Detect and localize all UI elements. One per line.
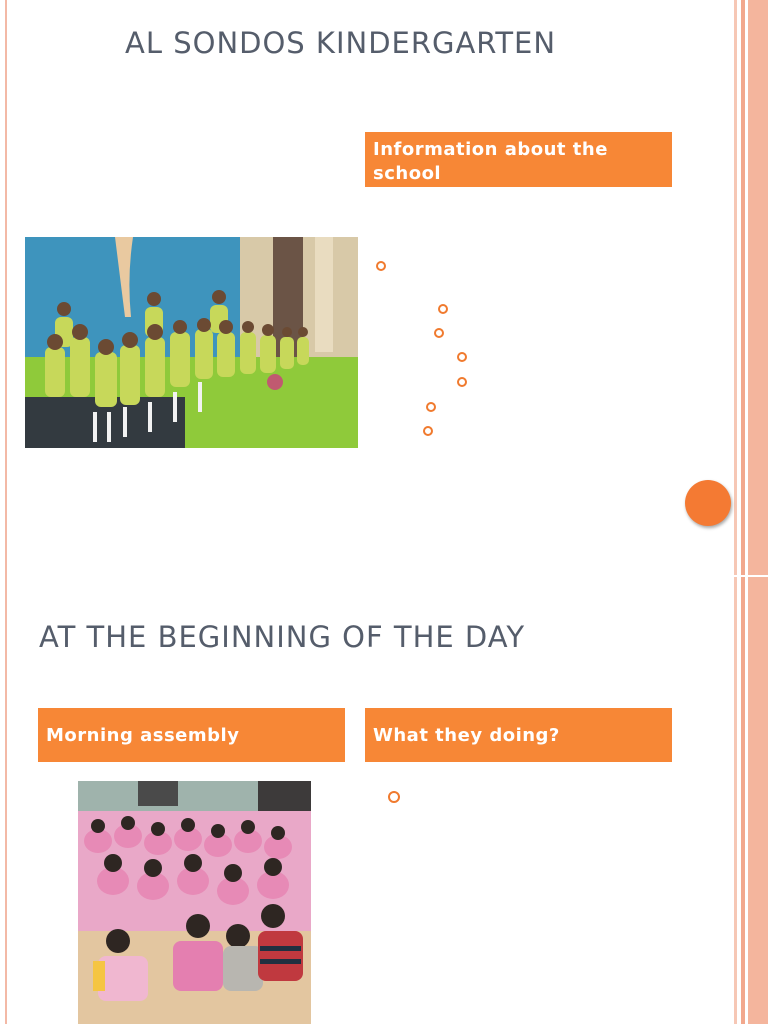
slide-divider bbox=[734, 575, 768, 577]
morning-assembly-photo bbox=[78, 781, 311, 1024]
bullet-point bbox=[376, 261, 386, 271]
left-border-rule bbox=[5, 0, 7, 1024]
stripe-3 bbox=[748, 0, 768, 1024]
slide1-title: AL SONDOS KINDERGARTEN bbox=[125, 26, 557, 60]
group-photo-illustration bbox=[25, 237, 358, 448]
slide2-title: AT THE BEGINNING OF THE DAY bbox=[39, 620, 526, 654]
bullet-point bbox=[434, 328, 444, 338]
bullet-point bbox=[426, 402, 436, 412]
assembly-photo-illustration bbox=[78, 781, 311, 1024]
bullet-point bbox=[457, 352, 467, 362]
stripe-1 bbox=[734, 0, 737, 1024]
info-box: Information about the school bbox=[365, 132, 672, 187]
right-decorative-stripes bbox=[734, 0, 768, 1024]
kindergarten-group-photo bbox=[25, 237, 358, 448]
bullet-point bbox=[423, 426, 433, 436]
bullet-point bbox=[388, 791, 400, 803]
orange-circle-button[interactable] bbox=[685, 480, 731, 526]
stripe-2 bbox=[741, 0, 745, 1024]
morning-assembly-box: Morning assembly bbox=[38, 708, 345, 762]
what-they-doing-box: What they doing? bbox=[365, 708, 672, 762]
bullet-point bbox=[438, 304, 448, 314]
bullet-point bbox=[457, 377, 467, 387]
